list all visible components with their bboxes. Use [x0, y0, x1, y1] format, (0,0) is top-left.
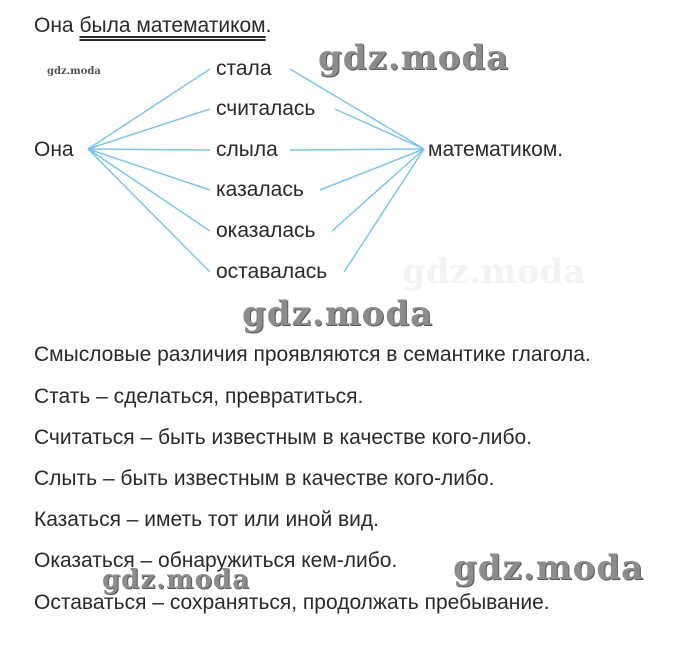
watermark-middle: gdz.moda [242, 294, 434, 334]
watermark-small: gdz.moda [47, 66, 101, 77]
explanation-line-2: Стать – сделаться, превратиться. [34, 385, 364, 408]
line-right-2 [335, 109, 424, 149]
watermark-bottom-left: gdz.moda [102, 565, 251, 595]
line-left-5 [88, 149, 210, 231]
explanation-line-6: Оказаться – обнаружиться кем-либо. [34, 549, 398, 572]
line-left-4 [88, 149, 210, 190]
explanation-line-1: Смысловые различия проявляются в семантике глагола. [34, 343, 591, 366]
line-left-2 [88, 109, 210, 149]
diagram-verb-4: казалась [216, 178, 304, 201]
watermark-faint: gdz.moda [402, 252, 586, 292]
diagram-verb-5: оказалась [216, 219, 316, 242]
diagram-object: математиком. [428, 138, 564, 161]
line-left-6 [88, 149, 210, 272]
title-subject: Она [34, 14, 74, 37]
line-left-1 [88, 69, 210, 149]
diagram-verb-2: считалась [216, 97, 316, 120]
diagram-verb-3: слыла [216, 138, 278, 161]
explanation-line-4: Слыть – быть известным в качестве кого-либо. [34, 467, 495, 490]
line-left-3 [88, 149, 210, 150]
watermark-top: gdz.moda [318, 38, 510, 78]
explanation-line-3: Считаться – быть известным в качестве кого-либо. [34, 426, 533, 449]
line-right-4 [320, 149, 424, 190]
title-predicate: была математиком [79, 14, 266, 37]
explanation-line-7: Оставаться – сохраняться, продолжать пребывание. [34, 591, 550, 614]
title-end: . [265, 14, 272, 37]
explanation-line-5: Казаться – иметь тот или иной вид. [34, 508, 379, 531]
diagram-verb-1: стала [216, 57, 272, 80]
watermark-bottom-right: gdz.moda [453, 548, 645, 588]
line-right-3 [290, 149, 424, 150]
diagram-verb-6: оставалась [216, 260, 328, 283]
diagram-subject: Она [34, 138, 74, 161]
